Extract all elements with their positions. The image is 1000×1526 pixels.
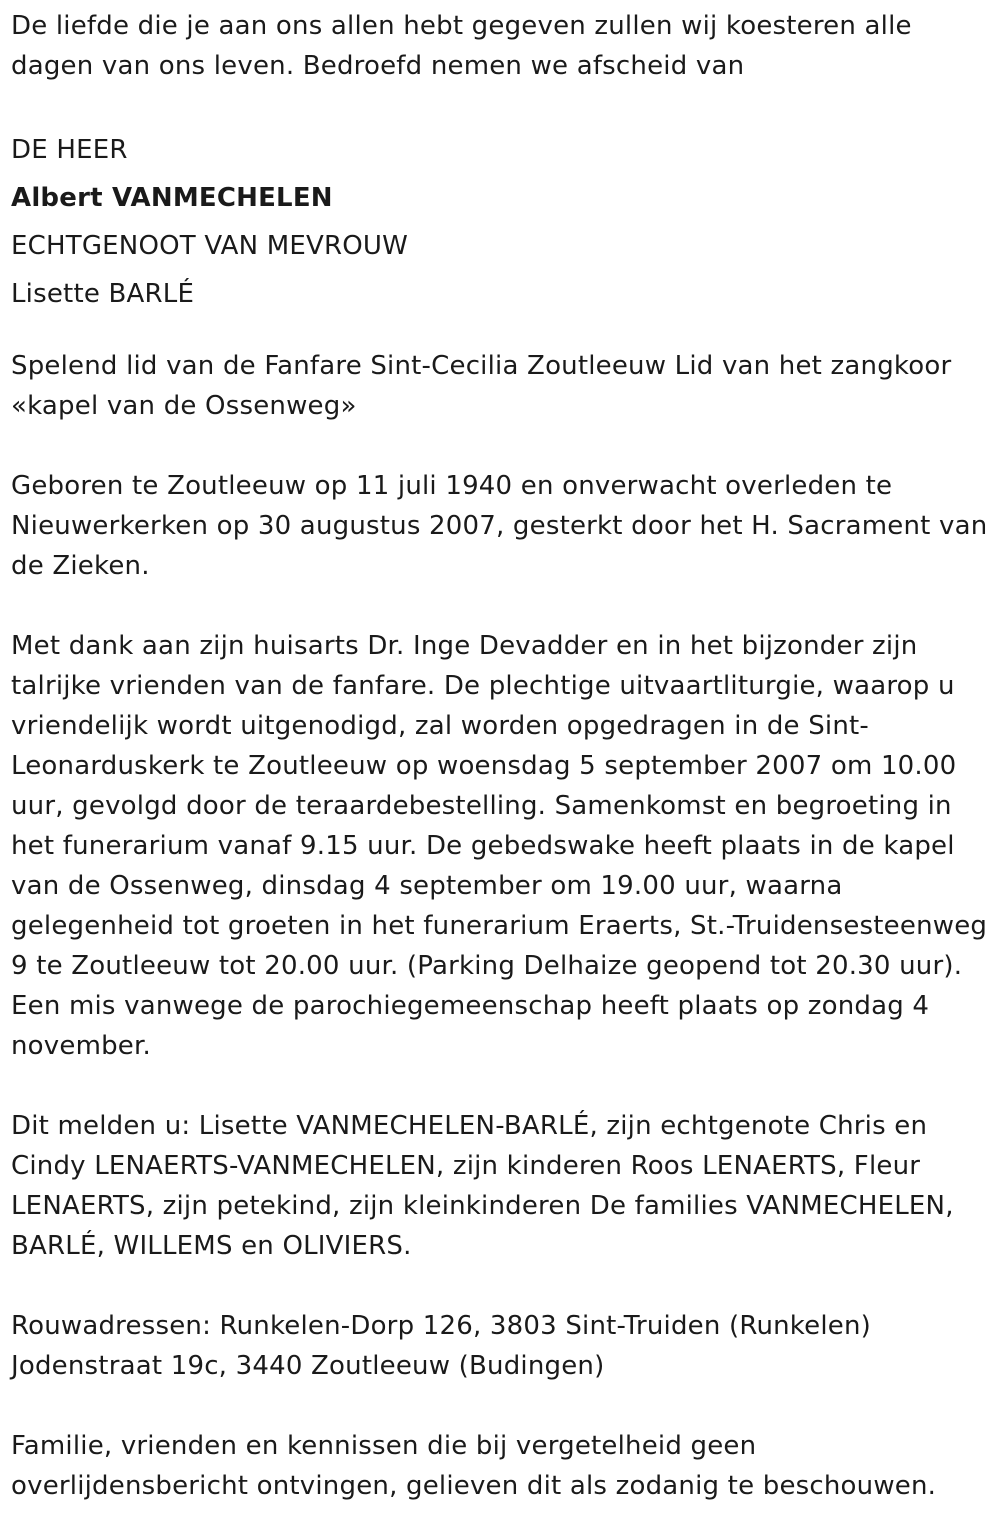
deceased-name: Albert VANMECHELEN	[11, 183, 333, 213]
announcers-paragraph: Dit melden u: Lisette VANMECHELEN-BARLÉ, zijn echtgenote Chris en Cindy LENAERTS-VANMECHELEN, zijn kinderen Roos LENAERTS, Fleur LENAERTS, zijn petekind, zijn kleinkinderen De families VANMECHELEN, BARLÉ, WILLEMS en OLIVIERS.	[11, 1111, 954, 1261]
intro-paragraph: De liefde die je aan ons allen hebt gegeven zullen wij koesteren alle dagen van ons leven. Bedroefd nemen we afscheid van	[11, 11, 912, 81]
spacer	[11, 1386, 989, 1426]
thanks-service-paragraph: Met dank aan zijn huisarts Dr. Inge Devadder en in het bijzonder zijn talrijke vrienden van de fanfare. De plechtige uitvaartliturgie, waarop u vriendelijk wordt uitgenodigd, zal worden opgedragen in de Sint-Leonarduskerk te Zoutleeuw op woensdag 5 september 2007 om 10.00 uur, gevolgd door de teraardebestelling. Samenkomst en begroeting in het funerarium vanaf 9.15 uur. De gebedswake heeft plaats in de kapel van de Ossenweg, dinsdag 4 september om 19.00 uur, waarna gelegenheid tot groeten in het funerarium Eraerts, St.-Truidensesteenweg 9 te Zoutleeuw tot 20.00 uur. (Parking Delhaize geopend tot 20.30 uur). Een mis vanwege de parochiegemeenschap heeft plaats op zondag 4 november.	[11, 631, 988, 1061]
membership-paragraph: Spelend lid van de Fanfare Sint-Cecilia Zoutleeuw Lid van het zangkoor «kapel van de Ossenweg»	[11, 351, 952, 421]
spacer	[11, 86, 989, 126]
closing-paragraph: Familie, vrienden en kennissen die bij vergetelheid geen overlijdensbericht ontvingen, gelieven dit als zodanig te beschouwen.	[11, 1431, 937, 1501]
spouse-name: Lisette BARLÉ	[11, 279, 195, 309]
title-line: DE HEER	[11, 135, 128, 165]
spacer	[11, 318, 989, 346]
birth-death-paragraph: Geboren te Zoutleeuw op 11 juli 1940 en onverwacht overleden te Nieuwerkerken op 30 augustus 2007, gesterkt door het H. Sacrament van de Zieken.	[11, 471, 988, 581]
address-line-2: Jodenstraat 19c, 3440 Zoutleeuw (Budingen)	[11, 1351, 605, 1381]
spouse-label: ECHTGENOOT VAN MEVROUW	[11, 231, 409, 261]
spacer	[11, 426, 989, 466]
spacer	[11, 1266, 989, 1306]
spacer	[11, 1066, 989, 1106]
spacer	[11, 586, 989, 626]
address-line-1: Rouwadressen: Runkelen-Dorp 126, 3803 Sint-Truiden (Runkelen)	[11, 1311, 871, 1341]
